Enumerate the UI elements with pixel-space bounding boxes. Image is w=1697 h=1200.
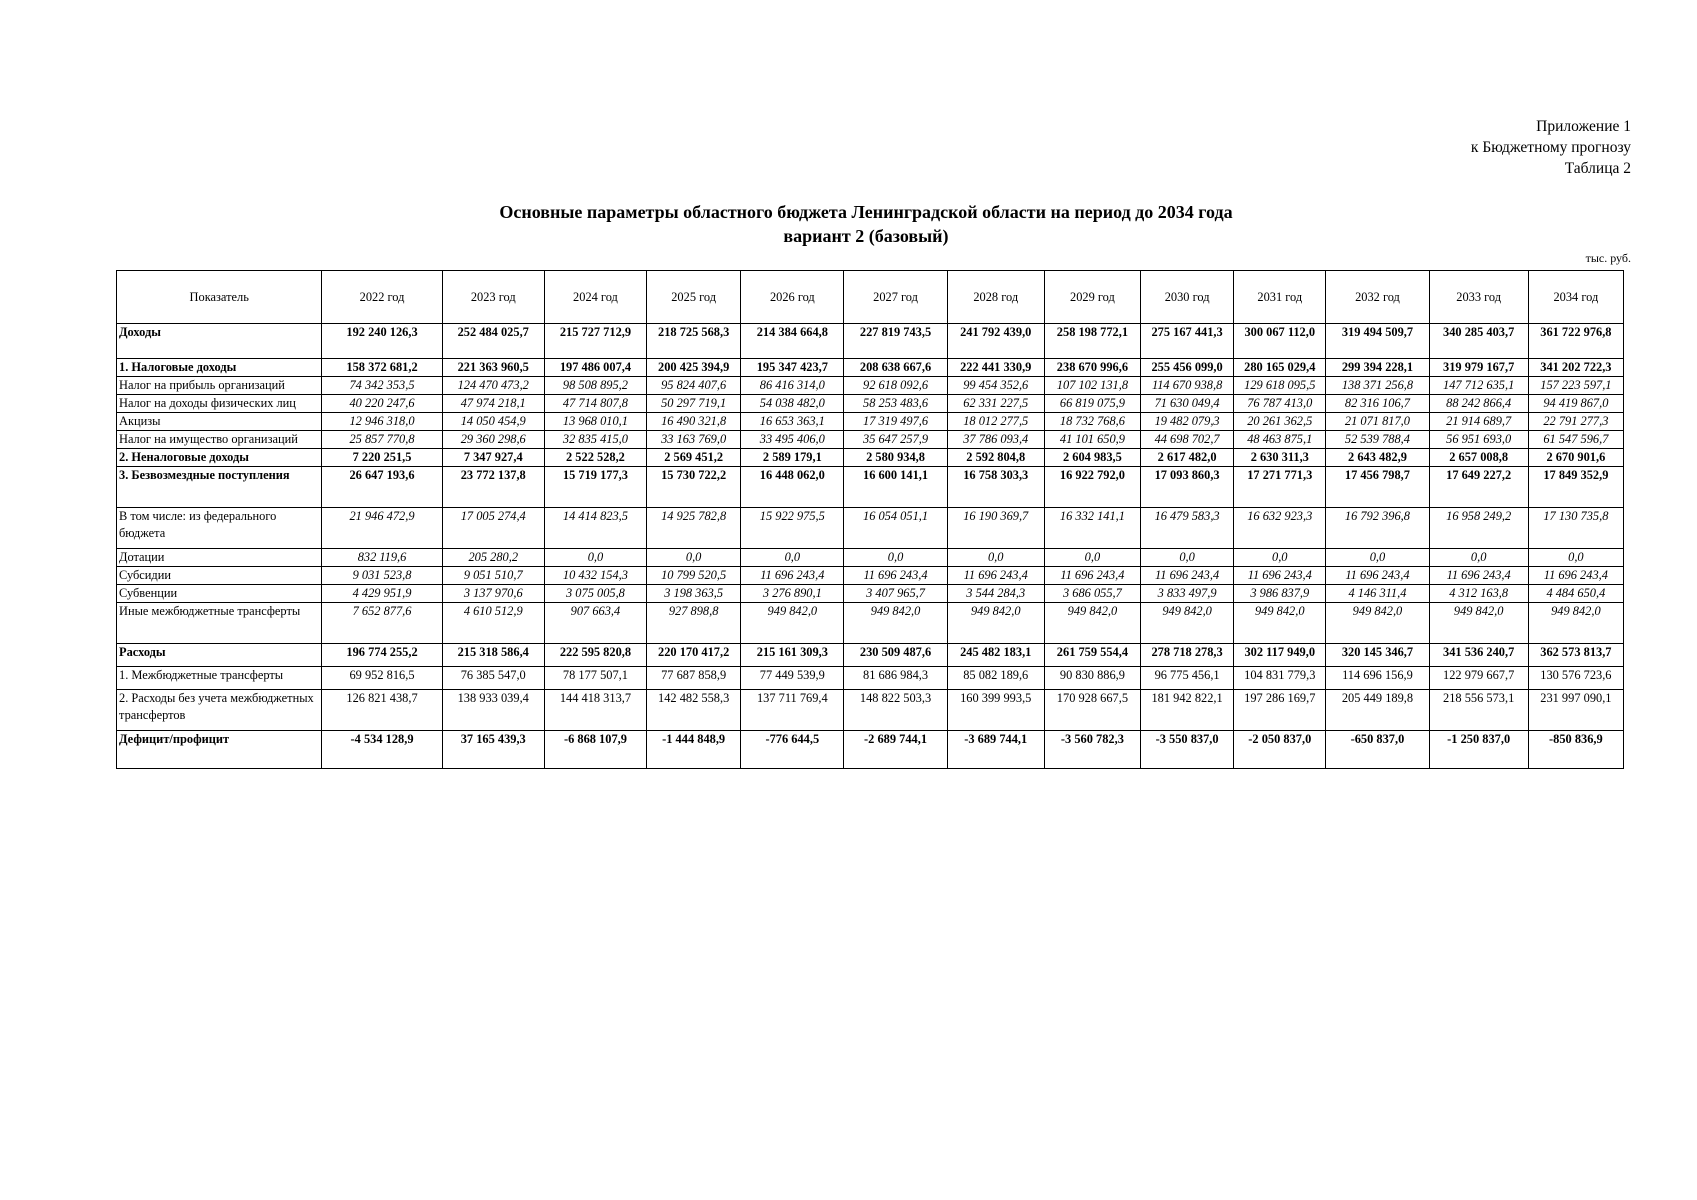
value-cell: 949 842,0 bbox=[1234, 603, 1326, 644]
value-cell: -3 550 837,0 bbox=[1141, 731, 1234, 769]
value-cell: 230 509 487,6 bbox=[844, 644, 947, 667]
table-row bbox=[117, 644, 1624, 667]
value-cell: 18 732 768,6 bbox=[1044, 413, 1140, 431]
title-line-2: вариант 2 (базовый) bbox=[783, 226, 949, 246]
value-cell: 245 482 183,1 bbox=[947, 644, 1044, 667]
value-cell: 17 130 735,8 bbox=[1528, 508, 1623, 549]
value-cell: 362 573 813,7 bbox=[1528, 644, 1623, 667]
value-cell: 10 432 154,3 bbox=[544, 567, 646, 585]
value-cell: 2 617 482,0 bbox=[1141, 449, 1234, 467]
value-cell: 144 418 313,7 bbox=[544, 690, 646, 731]
value-cell: 92 618 092,6 bbox=[844, 377, 947, 395]
value-cell: 138 933 039,4 bbox=[442, 690, 544, 731]
value-cell: 20 261 362,5 bbox=[1234, 413, 1326, 431]
value-cell: -4 534 128,9 bbox=[322, 731, 442, 769]
value-cell: 299 394 228,1 bbox=[1326, 359, 1429, 377]
value-cell: 11 696 243,4 bbox=[1429, 567, 1528, 585]
value-cell: 21 946 472,9 bbox=[322, 508, 442, 549]
value-cell: 16 448 062,0 bbox=[741, 467, 844, 508]
value-cell: 949 842,0 bbox=[1044, 603, 1140, 644]
value-cell: 238 670 996,6 bbox=[1044, 359, 1140, 377]
value-cell: 3 198 363,5 bbox=[647, 585, 741, 603]
value-cell: 33 163 769,0 bbox=[647, 431, 741, 449]
value-cell: 17 649 227,2 bbox=[1429, 467, 1528, 508]
value-cell: 95 824 407,6 bbox=[647, 377, 741, 395]
value-cell: 3 075 005,8 bbox=[544, 585, 646, 603]
value-cell: 17 005 274,4 bbox=[442, 508, 544, 549]
value-cell: 11 696 243,4 bbox=[1044, 567, 1140, 585]
value-cell: 218 725 568,3 bbox=[647, 324, 741, 359]
value-cell: 41 101 650,9 bbox=[1044, 431, 1140, 449]
value-cell: 16 792 396,8 bbox=[1326, 508, 1429, 549]
table-row bbox=[117, 377, 1624, 395]
value-cell: 37 786 093,4 bbox=[947, 431, 1044, 449]
header-cell: 2024 год bbox=[544, 271, 646, 324]
value-cell: 9 031 523,8 bbox=[322, 567, 442, 585]
value-cell: -2 689 744,1 bbox=[844, 731, 947, 769]
header-cell: Показатель bbox=[117, 271, 322, 324]
value-cell: 949 842,0 bbox=[844, 603, 947, 644]
value-cell: 17 456 798,7 bbox=[1326, 467, 1429, 508]
row-label: В том числе: из федерального бюджета bbox=[117, 508, 322, 549]
value-cell: 21 914 689,7 bbox=[1429, 413, 1528, 431]
value-cell: 16 958 249,2 bbox=[1429, 508, 1528, 549]
value-cell: 319 494 509,7 bbox=[1326, 324, 1429, 359]
value-cell: 949 842,0 bbox=[1528, 603, 1623, 644]
value-cell: 2 592 804,8 bbox=[947, 449, 1044, 467]
value-cell: 15 719 177,3 bbox=[544, 467, 646, 508]
value-cell: 231 997 090,1 bbox=[1528, 690, 1623, 731]
row-label: 1. Межбюджетные трансферты bbox=[117, 667, 322, 690]
appendix-line-3: Таблица 2 bbox=[1564, 160, 1631, 177]
appendix-line-2: к Бюджетному прогнозу bbox=[1470, 139, 1631, 156]
value-cell: 3 137 970,6 bbox=[442, 585, 544, 603]
value-cell: 4 610 512,9 bbox=[442, 603, 544, 644]
value-cell: 88 242 866,4 bbox=[1429, 395, 1528, 413]
row-label: Дефицит/профицит bbox=[117, 731, 322, 769]
value-cell: 0,0 bbox=[647, 549, 741, 567]
value-cell: 4 146 311,4 bbox=[1326, 585, 1429, 603]
value-cell: 221 363 960,5 bbox=[442, 359, 544, 377]
value-cell: 341 202 722,3 bbox=[1528, 359, 1623, 377]
row-label: Дотации bbox=[117, 549, 322, 567]
table-row bbox=[117, 667, 1624, 690]
value-cell: 76 787 413,0 bbox=[1234, 395, 1326, 413]
value-cell: 17 093 860,3 bbox=[1141, 467, 1234, 508]
row-label: Налог на имущество организаций bbox=[117, 431, 322, 449]
value-cell: 130 576 723,6 bbox=[1528, 667, 1623, 690]
title-line-1: Основные параметры областного бюджета Ленинградской области на период до 2034 года bbox=[499, 202, 1233, 222]
value-cell: 147 712 635,1 bbox=[1429, 377, 1528, 395]
value-cell: 114 696 156,9 bbox=[1326, 667, 1429, 690]
value-cell: 17 319 497,6 bbox=[844, 413, 947, 431]
value-cell: 2 643 482,9 bbox=[1326, 449, 1429, 467]
table-row bbox=[117, 690, 1624, 731]
value-cell: 927 898,8 bbox=[647, 603, 741, 644]
value-cell: 0,0 bbox=[1044, 549, 1140, 567]
value-cell: 2 522 528,2 bbox=[544, 449, 646, 467]
value-cell: 227 819 743,5 bbox=[844, 324, 947, 359]
value-cell: 157 223 597,1 bbox=[1528, 377, 1623, 395]
value-cell: 255 456 099,0 bbox=[1141, 359, 1234, 377]
value-cell: 14 414 823,5 bbox=[544, 508, 646, 549]
value-cell: 76 385 547,0 bbox=[442, 667, 544, 690]
value-cell: 341 536 240,7 bbox=[1429, 644, 1528, 667]
value-cell: -1 444 848,9 bbox=[647, 731, 741, 769]
value-cell: 16 653 363,1 bbox=[741, 413, 844, 431]
value-cell: 218 556 573,1 bbox=[1429, 690, 1528, 731]
row-label: Расходы bbox=[117, 644, 322, 667]
value-cell: 69 952 816,5 bbox=[322, 667, 442, 690]
value-cell: 15 922 975,5 bbox=[741, 508, 844, 549]
value-cell: 7 220 251,5 bbox=[322, 449, 442, 467]
value-cell: 7 652 877,6 bbox=[322, 603, 442, 644]
value-cell: 2 670 901,6 bbox=[1528, 449, 1623, 467]
header-cell: 2033 год bbox=[1429, 271, 1528, 324]
header-cell: 2028 год bbox=[947, 271, 1044, 324]
value-cell: 0,0 bbox=[947, 549, 1044, 567]
value-cell: -3 689 744,1 bbox=[947, 731, 1044, 769]
value-cell: 62 331 227,5 bbox=[947, 395, 1044, 413]
row-label: Налог на прибыль организаций bbox=[117, 377, 322, 395]
value-cell: 15 730 722,2 bbox=[647, 467, 741, 508]
value-cell: 280 165 029,4 bbox=[1234, 359, 1326, 377]
value-cell: -3 560 782,3 bbox=[1044, 731, 1140, 769]
table-row bbox=[117, 567, 1624, 585]
value-cell: 11 696 243,4 bbox=[947, 567, 1044, 585]
row-label: Доходы bbox=[117, 324, 322, 359]
value-cell: 300 067 112,0 bbox=[1234, 324, 1326, 359]
value-cell: 949 842,0 bbox=[1141, 603, 1234, 644]
table-row bbox=[117, 731, 1624, 769]
value-cell: 16 922 792,0 bbox=[1044, 467, 1140, 508]
value-cell: 907 663,4 bbox=[544, 603, 646, 644]
header-cell: 2031 год bbox=[1234, 271, 1326, 324]
value-cell: 2 580 934,8 bbox=[844, 449, 947, 467]
value-cell: 258 198 772,1 bbox=[1044, 324, 1140, 359]
value-cell: 7 347 927,4 bbox=[442, 449, 544, 467]
value-cell: 14 050 454,9 bbox=[442, 413, 544, 431]
value-cell: 18 012 277,5 bbox=[947, 413, 1044, 431]
document-title bbox=[0, 200, 1697, 248]
header-cell: 2034 год bbox=[1528, 271, 1623, 324]
value-cell: 3 686 055,7 bbox=[1044, 585, 1140, 603]
value-cell: 13 968 010,1 bbox=[544, 413, 646, 431]
value-cell: 21 071 817,0 bbox=[1326, 413, 1429, 431]
value-cell: 215 161 309,3 bbox=[741, 644, 844, 667]
header-cell: 2026 год bbox=[741, 271, 844, 324]
value-cell: -650 837,0 bbox=[1326, 731, 1429, 769]
value-cell: 0,0 bbox=[844, 549, 947, 567]
header-cell: 2023 год bbox=[442, 271, 544, 324]
value-cell: 10 799 520,5 bbox=[647, 567, 741, 585]
table-row bbox=[117, 359, 1624, 377]
table-row bbox=[117, 449, 1624, 467]
value-cell: 40 220 247,6 bbox=[322, 395, 442, 413]
value-cell: 29 360 298,6 bbox=[442, 431, 544, 449]
value-cell: 94 419 867,0 bbox=[1528, 395, 1623, 413]
value-cell: 52 539 788,4 bbox=[1326, 431, 1429, 449]
value-cell: 3 276 890,1 bbox=[741, 585, 844, 603]
row-label: Субсидии bbox=[117, 567, 322, 585]
value-cell: 949 842,0 bbox=[947, 603, 1044, 644]
value-cell: 86 416 314,0 bbox=[741, 377, 844, 395]
value-cell: 47 974 218,1 bbox=[442, 395, 544, 413]
value-cell: 11 696 243,4 bbox=[1326, 567, 1429, 585]
value-cell: 170 928 667,5 bbox=[1044, 690, 1140, 731]
value-cell: 16 332 141,1 bbox=[1044, 508, 1140, 549]
value-cell: 214 384 664,8 bbox=[741, 324, 844, 359]
value-cell: 278 718 278,3 bbox=[1141, 644, 1234, 667]
row-label: Налог на доходы физических лиц bbox=[117, 395, 322, 413]
value-cell: 196 774 255,2 bbox=[322, 644, 442, 667]
value-cell: 0,0 bbox=[741, 549, 844, 567]
value-cell: 205 449 189,8 bbox=[1326, 690, 1429, 731]
row-label: 2. Неналоговые доходы bbox=[117, 449, 322, 467]
value-cell: 35 647 257,9 bbox=[844, 431, 947, 449]
value-cell: 2 604 983,5 bbox=[1044, 449, 1140, 467]
value-cell: 0,0 bbox=[1528, 549, 1623, 567]
value-cell: 195 347 423,7 bbox=[741, 359, 844, 377]
value-cell: 25 857 770,8 bbox=[322, 431, 442, 449]
value-cell: 14 925 782,8 bbox=[647, 508, 741, 549]
value-cell: -776 644,5 bbox=[741, 731, 844, 769]
value-cell: 124 470 473,2 bbox=[442, 377, 544, 395]
value-cell: 107 102 131,8 bbox=[1044, 377, 1140, 395]
row-label: Субвенции bbox=[117, 585, 322, 603]
table-row bbox=[117, 549, 1624, 567]
value-cell: 4 484 650,4 bbox=[1528, 585, 1623, 603]
value-cell: 181 942 822,1 bbox=[1141, 690, 1234, 731]
value-cell: 302 117 949,0 bbox=[1234, 644, 1326, 667]
value-cell: 205 280,2 bbox=[442, 549, 544, 567]
value-cell: 222 595 820,8 bbox=[544, 644, 646, 667]
value-cell: 54 038 482,0 bbox=[741, 395, 844, 413]
value-cell: -2 050 837,0 bbox=[1234, 731, 1326, 769]
appendix-line-1: Приложение 1 bbox=[1536, 118, 1631, 135]
value-cell: 9 051 510,7 bbox=[442, 567, 544, 585]
value-cell: 16 479 583,3 bbox=[1141, 508, 1234, 549]
value-cell: 320 145 346,7 bbox=[1326, 644, 1429, 667]
value-cell: 74 342 353,5 bbox=[322, 377, 442, 395]
value-cell: -850 836,9 bbox=[1528, 731, 1623, 769]
value-cell: 90 830 886,9 bbox=[1044, 667, 1140, 690]
value-cell: 4 312 163,8 bbox=[1429, 585, 1528, 603]
value-cell: 252 484 025,7 bbox=[442, 324, 544, 359]
value-cell: 142 482 558,3 bbox=[647, 690, 741, 731]
value-cell: 2 657 008,8 bbox=[1429, 449, 1528, 467]
row-label: Акцизы bbox=[117, 413, 322, 431]
value-cell: 66 819 075,9 bbox=[1044, 395, 1140, 413]
value-cell: -6 868 107,9 bbox=[544, 731, 646, 769]
header-cell: 2022 год bbox=[322, 271, 442, 324]
value-cell: 340 285 403,7 bbox=[1429, 324, 1528, 359]
value-cell: 158 372 681,2 bbox=[322, 359, 442, 377]
header-row bbox=[117, 271, 1624, 324]
value-cell: 37 165 439,3 bbox=[442, 731, 544, 769]
value-cell: 11 696 243,4 bbox=[1528, 567, 1623, 585]
value-cell: 16 190 369,7 bbox=[947, 508, 1044, 549]
value-cell: 0,0 bbox=[1141, 549, 1234, 567]
value-cell: 949 842,0 bbox=[741, 603, 844, 644]
value-cell: 104 831 779,3 bbox=[1234, 667, 1326, 690]
value-cell: 16 600 141,1 bbox=[844, 467, 947, 508]
value-cell: 126 821 438,7 bbox=[322, 690, 442, 731]
value-cell: 77 449 539,9 bbox=[741, 667, 844, 690]
value-cell: 192 240 126,3 bbox=[322, 324, 442, 359]
value-cell: 2 589 179,1 bbox=[741, 449, 844, 467]
value-cell: 78 177 507,1 bbox=[544, 667, 646, 690]
value-cell: 32 835 415,0 bbox=[544, 431, 646, 449]
value-cell: 61 547 596,7 bbox=[1528, 431, 1623, 449]
value-cell: 19 482 079,3 bbox=[1141, 413, 1234, 431]
value-cell: 832 119,6 bbox=[322, 549, 442, 567]
value-cell: 361 722 976,8 bbox=[1528, 324, 1623, 359]
value-cell: 17 849 352,9 bbox=[1528, 467, 1623, 508]
value-cell: 200 425 394,9 bbox=[647, 359, 741, 377]
value-cell: 148 822 503,3 bbox=[844, 690, 947, 731]
value-cell: 11 696 243,4 bbox=[741, 567, 844, 585]
value-cell: 16 054 051,1 bbox=[844, 508, 947, 549]
value-cell: 949 842,0 bbox=[1326, 603, 1429, 644]
value-cell: 160 399 993,5 bbox=[947, 690, 1044, 731]
value-cell: 241 792 439,0 bbox=[947, 324, 1044, 359]
value-cell: 50 297 719,1 bbox=[647, 395, 741, 413]
value-cell: 3 986 837,9 bbox=[1234, 585, 1326, 603]
value-cell: 220 170 417,2 bbox=[647, 644, 741, 667]
value-cell: 215 318 586,4 bbox=[442, 644, 544, 667]
table-row bbox=[117, 431, 1624, 449]
value-cell: 16 490 321,8 bbox=[647, 413, 741, 431]
value-cell: 33 495 406,0 bbox=[741, 431, 844, 449]
header-cell: 2027 год bbox=[844, 271, 947, 324]
header-cell: 2030 год bbox=[1141, 271, 1234, 324]
value-cell: 16 632 923,3 bbox=[1234, 508, 1326, 549]
value-cell: 197 286 169,7 bbox=[1234, 690, 1326, 731]
value-cell: 275 167 441,3 bbox=[1141, 324, 1234, 359]
value-cell: 26 647 193,6 bbox=[322, 467, 442, 508]
value-cell: 82 316 106,7 bbox=[1326, 395, 1429, 413]
value-cell: 96 775 456,1 bbox=[1141, 667, 1234, 690]
table-row bbox=[117, 508, 1624, 549]
value-cell: 2 569 451,2 bbox=[647, 449, 741, 467]
table-row bbox=[117, 413, 1624, 431]
value-cell: 261 759 554,4 bbox=[1044, 644, 1140, 667]
value-cell: 222 441 330,9 bbox=[947, 359, 1044, 377]
value-cell: 3 833 497,9 bbox=[1141, 585, 1234, 603]
value-cell: 949 842,0 bbox=[1429, 603, 1528, 644]
appendix-note bbox=[1471, 116, 1631, 179]
value-cell: 11 696 243,4 bbox=[844, 567, 947, 585]
value-cell: 137 711 769,4 bbox=[741, 690, 844, 731]
value-cell: 215 727 712,9 bbox=[544, 324, 646, 359]
value-cell: 12 946 318,0 bbox=[322, 413, 442, 431]
value-cell: 4 429 951,9 bbox=[322, 585, 442, 603]
budget-table bbox=[116, 270, 1624, 769]
header-cell: 2032 год bbox=[1326, 271, 1429, 324]
table-row bbox=[117, 585, 1624, 603]
header-cell: 2025 год bbox=[647, 271, 741, 324]
value-cell: 3 544 284,3 bbox=[947, 585, 1044, 603]
row-label: 3. Безвозмездные поступления bbox=[117, 467, 322, 508]
value-cell: 23 772 137,8 bbox=[442, 467, 544, 508]
value-cell: 99 454 352,6 bbox=[947, 377, 1044, 395]
table-row bbox=[117, 467, 1624, 508]
table-row bbox=[117, 324, 1624, 359]
value-cell: 16 758 303,3 bbox=[947, 467, 1044, 508]
value-cell: 71 630 049,4 bbox=[1141, 395, 1234, 413]
value-cell: 44 698 702,7 bbox=[1141, 431, 1234, 449]
value-cell: 0,0 bbox=[1234, 549, 1326, 567]
units-label: тыс. руб. bbox=[1585, 251, 1631, 265]
value-cell: 98 508 895,2 bbox=[544, 377, 646, 395]
value-cell: 11 696 243,4 bbox=[1141, 567, 1234, 585]
value-cell: 129 618 095,5 bbox=[1234, 377, 1326, 395]
value-cell: 122 979 667,7 bbox=[1429, 667, 1528, 690]
header-cell: 2029 год bbox=[1044, 271, 1140, 324]
value-cell: 77 687 858,9 bbox=[647, 667, 741, 690]
value-cell: 47 714 807,8 bbox=[544, 395, 646, 413]
value-cell: 114 670 938,8 bbox=[1141, 377, 1234, 395]
value-cell: 48 463 875,1 bbox=[1234, 431, 1326, 449]
table-row bbox=[117, 603, 1624, 644]
row-label: 1. Налоговые доходы bbox=[117, 359, 322, 377]
row-label: 2. Расходы без учета межбюджетных трансфертов bbox=[117, 690, 322, 731]
table-row bbox=[117, 395, 1624, 413]
value-cell: 22 791 277,3 bbox=[1528, 413, 1623, 431]
value-cell: 319 979 167,7 bbox=[1429, 359, 1528, 377]
value-cell: 85 082 189,6 bbox=[947, 667, 1044, 690]
value-cell: 81 686 984,3 bbox=[844, 667, 947, 690]
value-cell: 0,0 bbox=[1326, 549, 1429, 567]
value-cell: 56 951 693,0 bbox=[1429, 431, 1528, 449]
value-cell: -1 250 837,0 bbox=[1429, 731, 1528, 769]
value-cell: 3 407 965,7 bbox=[844, 585, 947, 603]
value-cell: 197 486 007,4 bbox=[544, 359, 646, 377]
value-cell: 208 638 667,6 bbox=[844, 359, 947, 377]
row-label: Иные межбюджетные трансферты bbox=[117, 603, 322, 644]
value-cell: 138 371 256,8 bbox=[1326, 377, 1429, 395]
value-cell: 17 271 771,3 bbox=[1234, 467, 1326, 508]
value-cell: 58 253 483,6 bbox=[844, 395, 947, 413]
value-cell: 0,0 bbox=[544, 549, 646, 567]
value-cell: 2 630 311,3 bbox=[1234, 449, 1326, 467]
value-cell: 0,0 bbox=[1429, 549, 1528, 567]
value-cell: 11 696 243,4 bbox=[1234, 567, 1326, 585]
